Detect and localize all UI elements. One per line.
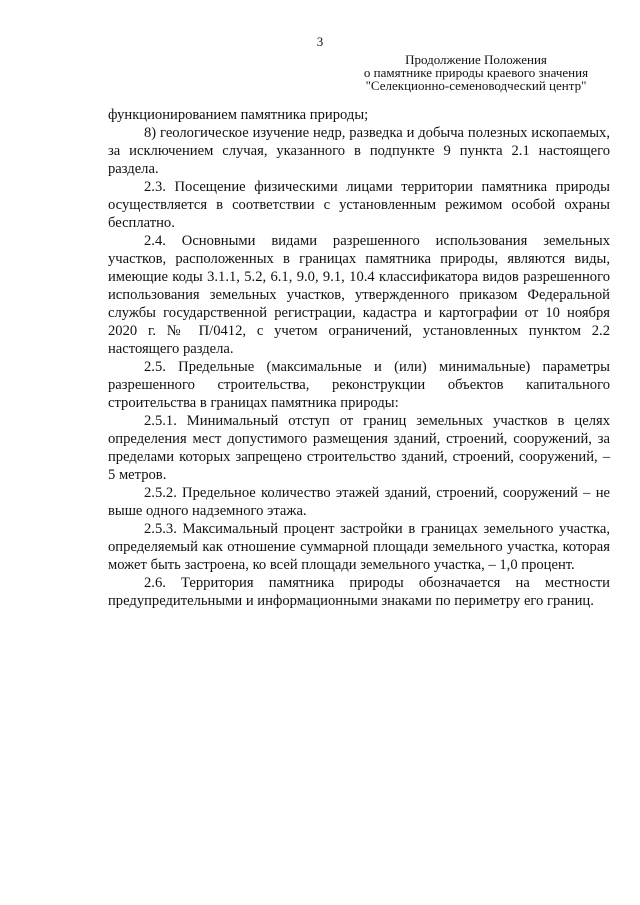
paragraph-2-5-1: 2.5.1. Минимальный отступ от границ земельных участков в целях определения мест допустимого размещения зданий, строений, сооружений, за пределами которых запрещено строительство зданий, строений, сооружений, – 5 метров.: [108, 413, 610, 483]
paragraph-item-8: 8) геологическое изучение недр, разведка и добыча полезных ископаемых, за исключением случая, указанного в подпункте 9 пункта 2.1 настоящего раздела.: [108, 125, 610, 177]
paragraph-2-5-2: 2.5.2. Предельное количество этажей зданий, строений, сооружений – не выше одного надземного этажа.: [108, 485, 610, 519]
header-line-continuation: Продолжение Положения: [405, 52, 547, 67]
paragraph-2-5-3: 2.5.3. Максимальный процент застройки в границах земельного участка, определяемый как отношение суммарной площади земельного участка, которая может быть застроена, ко всей площади земельного участка, – 1,0 процент.: [108, 521, 610, 573]
paragraph-2-4: 2.4. Основными видами разрешенного использования земельных участков, расположенных в границах памятника природы, являются виды, имеющие коды 3.1.1, 5.2, 6.1, 9.0, 9.1, 10.4 классификатора видов разрешенного использования земельных участков, утвержденного приказом Федеральной службы государственной регистрации, кадастра и картографии от 10 ноября 2020 г. № П/0412, с учетом ограничений, установленных пунктом 2.2 настоящего раздела.: [108, 233, 610, 357]
page-number: 3: [316, 34, 324, 49]
header-line-subject: о памятнике природы краевого значения: [363, 65, 589, 80]
paragraph-2-5: 2.5. Предельные (максимальные и (или) минимальные) параметры разрешенного строительства, реконструкции объектов капитального строительства в границах памятника природы:: [108, 359, 610, 411]
document-body: [108, 106, 610, 610]
paragraph-2-6: 2.6. Территория памятника природы обозначается на местности предупредительными и информационными знаками по периметру его границ.: [108, 575, 610, 609]
document-header: [346, 53, 606, 92]
paragraph-2-3: 2.3. Посещение физическими лицами территории памятника природы осуществляется в соответствии с установленным режимом особой охраны бесплатно.: [108, 179, 610, 231]
header-line-title: "Селекционно-семеноводческий центр": [365, 78, 587, 93]
paragraph-continuation: функционированием памятника природы;: [108, 107, 369, 123]
